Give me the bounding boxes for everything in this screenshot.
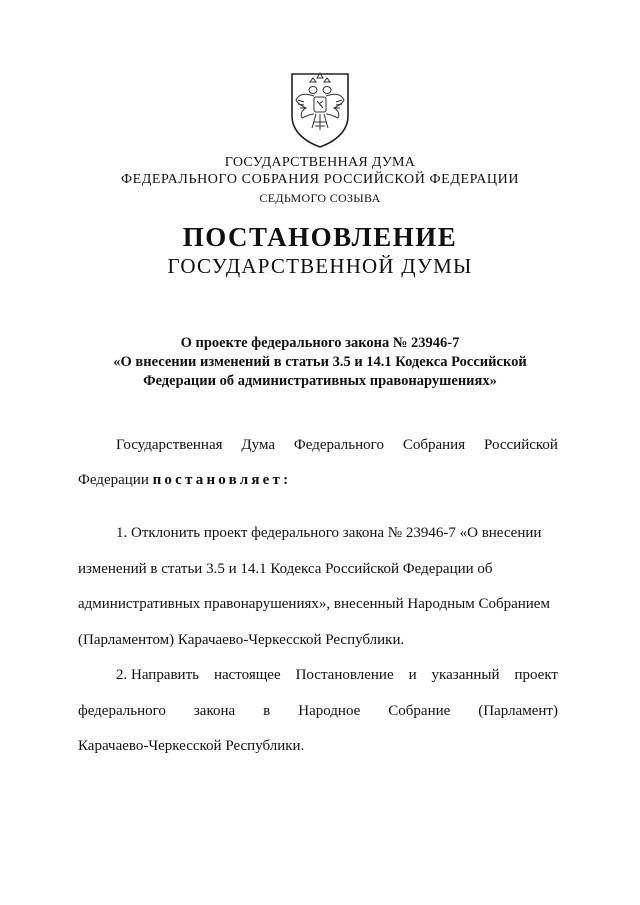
document-title: ПОСТАНОВЛЕНИЕ xyxy=(182,222,458,252)
item1-line: административных правонарушениях», внесенный Народным Собранием xyxy=(78,596,550,612)
item1-line: (Парламентом) Карачаево-Черкесской Республики. xyxy=(78,632,405,648)
decree-word: постановляет: xyxy=(152,472,292,488)
word: Постановление xyxy=(295,667,394,683)
word: указанный xyxy=(431,667,500,683)
word: Собрание xyxy=(388,703,451,719)
document-subtitle: ГОСУДАРСТВЕННОЙ ДУМЫ xyxy=(167,254,473,278)
word: настоящее xyxy=(213,667,281,683)
coat-of-arms-icon xyxy=(288,70,352,150)
word: Государственная xyxy=(116,437,223,453)
preamble-line xyxy=(78,472,558,489)
preamble-line xyxy=(116,437,558,454)
word: Российской xyxy=(484,437,558,453)
item2-line xyxy=(116,667,558,684)
header-line-duma: ГОСУДАРСТВЕННАЯ ДУМА xyxy=(224,155,416,170)
subject-line: О проекте федерального закона № 23946-7 xyxy=(180,335,460,351)
subject-block xyxy=(60,334,580,391)
item1-line: 1. Отклонить проект федерального закона № 23946-7 «О внесении xyxy=(116,525,542,541)
word: и xyxy=(408,667,417,683)
item2-line xyxy=(78,703,558,720)
item2-line: Карачаево-Черкесской Республики. xyxy=(78,738,305,754)
word: Федерального xyxy=(293,437,384,453)
word: Дума xyxy=(241,437,276,453)
word: (Парламент) xyxy=(478,703,558,719)
header-line-convocation: СЕДЬМОГО СОЗЫВА xyxy=(259,191,381,205)
word: проект xyxy=(514,667,558,683)
word: в xyxy=(263,703,271,719)
header-line-federal-assembly: ФЕДЕРАЛЬНОГО СОБРАНИЯ РОССИЙСКОЙ ФЕДЕРАЦИИ xyxy=(120,172,520,187)
word: 2. Направить xyxy=(116,667,199,683)
word: Собрания xyxy=(402,437,466,453)
item1-line: изменений в статьи 3.5 и 14.1 Кодекса Российской Федерации об xyxy=(78,561,493,577)
word: Федерации xyxy=(78,472,149,488)
word: закона xyxy=(193,703,236,719)
word: Народное xyxy=(298,703,361,719)
subject-line: «О внесении изменений в статьи 3.5 и 14.1 Кодекса Российской xyxy=(113,354,527,370)
word: федерального xyxy=(78,703,166,719)
subject-line: Федерации об административных правонарушениях» xyxy=(143,373,497,389)
